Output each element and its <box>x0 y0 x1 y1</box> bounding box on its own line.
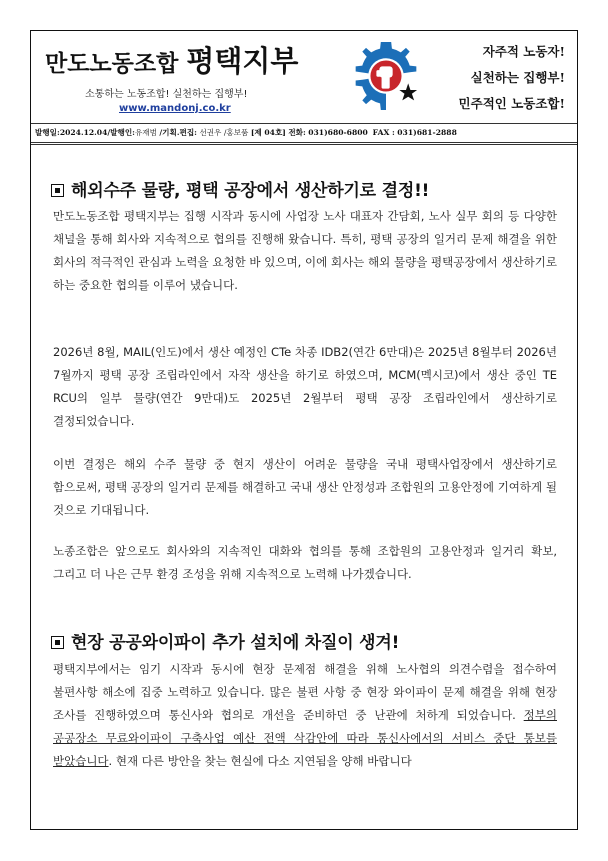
publication-info-bar <box>31 123 577 145</box>
square-bullet-icon <box>51 636 64 649</box>
article-1-headline-text: 해외수주 물량, 평택 공장에서 생산하기로 결정!! <box>71 181 430 201</box>
article-1-paragraph-4: 노종조합은 앞으로도 회사와의 지속적인 대화와 협의를 통해 조합원의 고용안정과 일거리 확보, 그리고 더 나은 근무 환경 조성을 위해 지속적으로 노력해 나가겠습니다. <box>53 544 557 581</box>
issue-date-label: 발행일: <box>35 128 60 137</box>
phone-label: 전화: <box>288 128 306 137</box>
publisher-label: /발행인: <box>107 128 135 137</box>
gear-fist-emblem-icon <box>349 39 423 113</box>
newsletter-title <box>45 39 298 80</box>
issue-date: 2024.12.04 <box>59 128 108 137</box>
square-bullet-icon <box>51 184 64 197</box>
publisher: 유재범 <box>134 128 157 137</box>
article-1-headline <box>51 176 429 201</box>
article-2-text-start: 평택지부에서는 임기 시작과 동시에 현장 문제점 해결을 위해 노사협의 의견수렴을 접수하여 불편사항 해소에 집중 노력하고 있습니다. 많은 불편 사항 중 현장 와이파이 문제 해결을 위해 현장 조사를 진행하였으며 통신사와 협의로 개선을 준비하던 중 난관에 처하게 되었습니다. <box>53 662 557 722</box>
fax-number: 031)681-2888 <box>397 128 457 137</box>
article-2-text-end: . 현재 다른 방안을 찾는 현실에 다소 지연됨을 양해 바랍니다 <box>108 754 412 768</box>
motto-1: 자주적 노동자! <box>482 44 565 59</box>
motto-3: 민주적인 노동조합! <box>458 96 565 111</box>
article-1-paragraph-2: 2026년 8월, MAIL(인도)에서 생산 예정인 CTe 차종 IDB2(연간 6만대)은 2025년 8월부터 2026년 7월까지 평택 공장 조립라인에서 자작 생산을 하기로 하였으며, MCM(멕시코)에서 생산 중인 TE RCU의 일부 물량(연간 9만대)도 2025년 2월부터 평택 공장 조립라인에서 생산하기로 결정되었습니다. <box>53 345 557 428</box>
article-1-paragraph-1: 만도노동조합 평택지부는 집행 시작과 동시에 사업장 노사 대표자 간담회, 노사 실무 회의 등 다양한 채널을 통해 회사와 지속적으로 협의를 진행해 왔습니다. 특히, 평택 공장의 일거리 문제 해결을 위한 회사의 적극적인 관심과 노력을 요청한 바 있으며, 이에 회사는 해외 물량을 평택공장에서 생산하기로 하는 중요한 협의를 이루어 냈습니다. <box>53 209 557 292</box>
phone-number: 031)680-6800 <box>308 128 368 137</box>
slogan: 소통하는 노동조합! 실천하는 집행부! <box>85 89 248 100</box>
issue-number: [제 04호] <box>250 128 286 137</box>
branch-name: 평택지부 <box>186 44 299 78</box>
union-name: 만도노동조합 <box>45 50 179 77</box>
article-2-headline <box>51 628 399 653</box>
website-link[interactable]: www.mandonj.co.kr <box>119 103 231 114</box>
motto-list <box>459 39 565 117</box>
article-1-paragraph-3: 이번 결정은 해외 수주 물량 중 현지 생산이 어려운 물량을 국내 평택사업장에서 생산하기로 함으로써, 평택 공장의 일거리 문제를 해결하고 국내 생산 안정성과 조합원의 고용안정에 기여하게 될 것으로 기대됩니다. <box>53 457 557 517</box>
star-icon <box>399 83 417 100</box>
article-2-paragraph <box>53 658 557 773</box>
article-2-underlined-notice: 정부의 공공장소 무료와이파이 구축사업 예산 전액 삭감안에 따라 통신사에서의 서비스 중단 통보를 받았습니다 <box>53 708 557 768</box>
masthead <box>31 31 577 123</box>
newsletter-page <box>30 30 578 830</box>
fax-label: FAX : <box>372 128 395 137</box>
editor-label: /기획.편집: <box>159 128 197 137</box>
article-2-headline-text: 현장 공공와이파이 추가 설치에 차질이 생겨! <box>71 633 400 653</box>
department: /홍보품 <box>223 128 249 137</box>
motto-2: 실천하는 집행부! <box>470 70 565 85</box>
editor: 선권우 <box>199 128 222 137</box>
